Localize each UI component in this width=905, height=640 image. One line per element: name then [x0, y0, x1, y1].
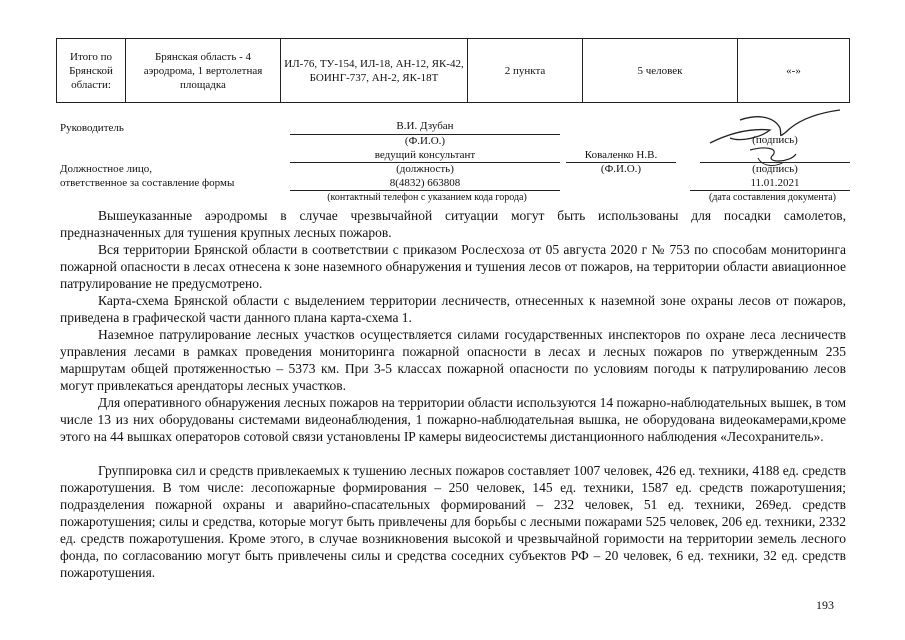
phone-number: 8(4832) 663808 [389, 177, 461, 189]
dash-cell: «-» [738, 39, 850, 103]
date-caption: (дата составления документа) [709, 192, 836, 203]
points-cell: 2 пункта [468, 39, 583, 103]
responsible-name: Коваленко Н.В. [584, 149, 658, 161]
date-line [690, 190, 850, 191]
summary-table [56, 38, 850, 103]
document-date: 11.01.2021 [750, 177, 800, 189]
paragraph-6: Группировка сил и средств привлекаемых к тушению лесных пожаров составляет 1007 человек, 426 ед. техники, 4188 ед. средств пожаротушения. В том числе: лесопожарные формирования – 250 человек, 145 ед. техники, 1587 ед. средств пожаротушения; подразделения пожарной охраны и аварийно-спасательных формирований – 232 человек, 51 ед. техники, 269ед. средств пожаротушения; силы и средства, которые могут быть привлечены для борьбы с лесными пожарами 525 человек, 206 ед. техники, 2332 ед. средств пожаротушения. Кроме этого, в случае возникновения высокой и чрезвычайной горимости на территории земель лесного фонда, по согласованию могут быть привлечены силы и средства соседних субъектов РФ – 20 человек, 6 ед. техники, 32 ед. средств пожаротушения. [60, 463, 846, 580]
phone-line [290, 190, 560, 191]
signature-caption: (подпись) [752, 134, 798, 146]
table-row [57, 39, 850, 103]
aircraft-cell: ИЛ-76, ТУ-154, ИЛ-18, АН-12, ЯК-42, БОИНГ-737, АН-2, ЯК-18Т [281, 39, 468, 103]
paragraph-4: Наземное патрулирование лесных участков осуществляется силами государственных инспекторов по охране леса лесничеств управления лесами в рамках проведения мониторинга пожарной опасности в лесах и лесных пожаров по утвержденным 235 маршрутам общей протяженностью – 5373 км. При 3-5 классах пожарной опасности по условиям погоды к патрулированию лесов могут привлекаться арендаторы лесных участков. [60, 327, 846, 393]
fio-caption-2: (Ф.И.О.) [600, 163, 642, 175]
region-cell: Брянская область - 4 аэродрома, 1 вертолетная площадка [126, 39, 281, 103]
head-name: В.И. Дзубан [396, 120, 454, 132]
paragraph-1: Вышеуказанные аэродромы в случае чрезвычайной ситуации могут быть использованы для посадки самолетов, предназначенных для тушения крупных лесных пожаров. [60, 208, 846, 240]
signature-caption-2: (подпись) [752, 163, 798, 175]
head-label: Руководитель [60, 122, 124, 134]
paragraph-3: Карта-схема Брянской области с выделением территории лесничеств, отнесенных к наземной зоне охраны лесов от пожаров, приведена в графической части данного плана карта-схема 1. [60, 293, 846, 325]
phone-caption: (контактный телефон с указанием кода города) [327, 192, 527, 203]
fio-caption: (Ф.И.О.) [404, 135, 446, 147]
paragraph-5: Для оперативного обнаружения лесных пожаров на территории области используются 14 пожарно-наблюдательных вышек, в том числе 13 из них оборудованы системами видеонаблюдения, 1 пожарно-наблюдательная вышка, не оборудована видеокамерами,кроме этого на 44 вышках операторов сотовой связи установлены IP камеры видеосистемы дистанционного наблюдения «Лесохранитель». [60, 395, 846, 444]
page-number: 193 [816, 598, 834, 612]
position-caption: (должность) [396, 163, 454, 175]
total-label-cell: Итого по Брянской области: [57, 39, 126, 103]
head-position: ведущий консультант [374, 149, 476, 161]
people-cell: 5 человек [583, 39, 738, 103]
responsible-label-2: ответственное за составление формы [60, 177, 235, 189]
paragraph-2: Вся территории Брянской области в соответствии с приказом Рослесхоза от 05 августа 2020 г № 753 по способам мониторинга пожарной опасности в лесах отнесена к зоне наземного обнаружения и тушения лесов от пожаров, на территории области авиационное патрулирование не предусмотрено. [60, 242, 846, 291]
responsible-label-1: Должностное лицо, [60, 163, 152, 175]
